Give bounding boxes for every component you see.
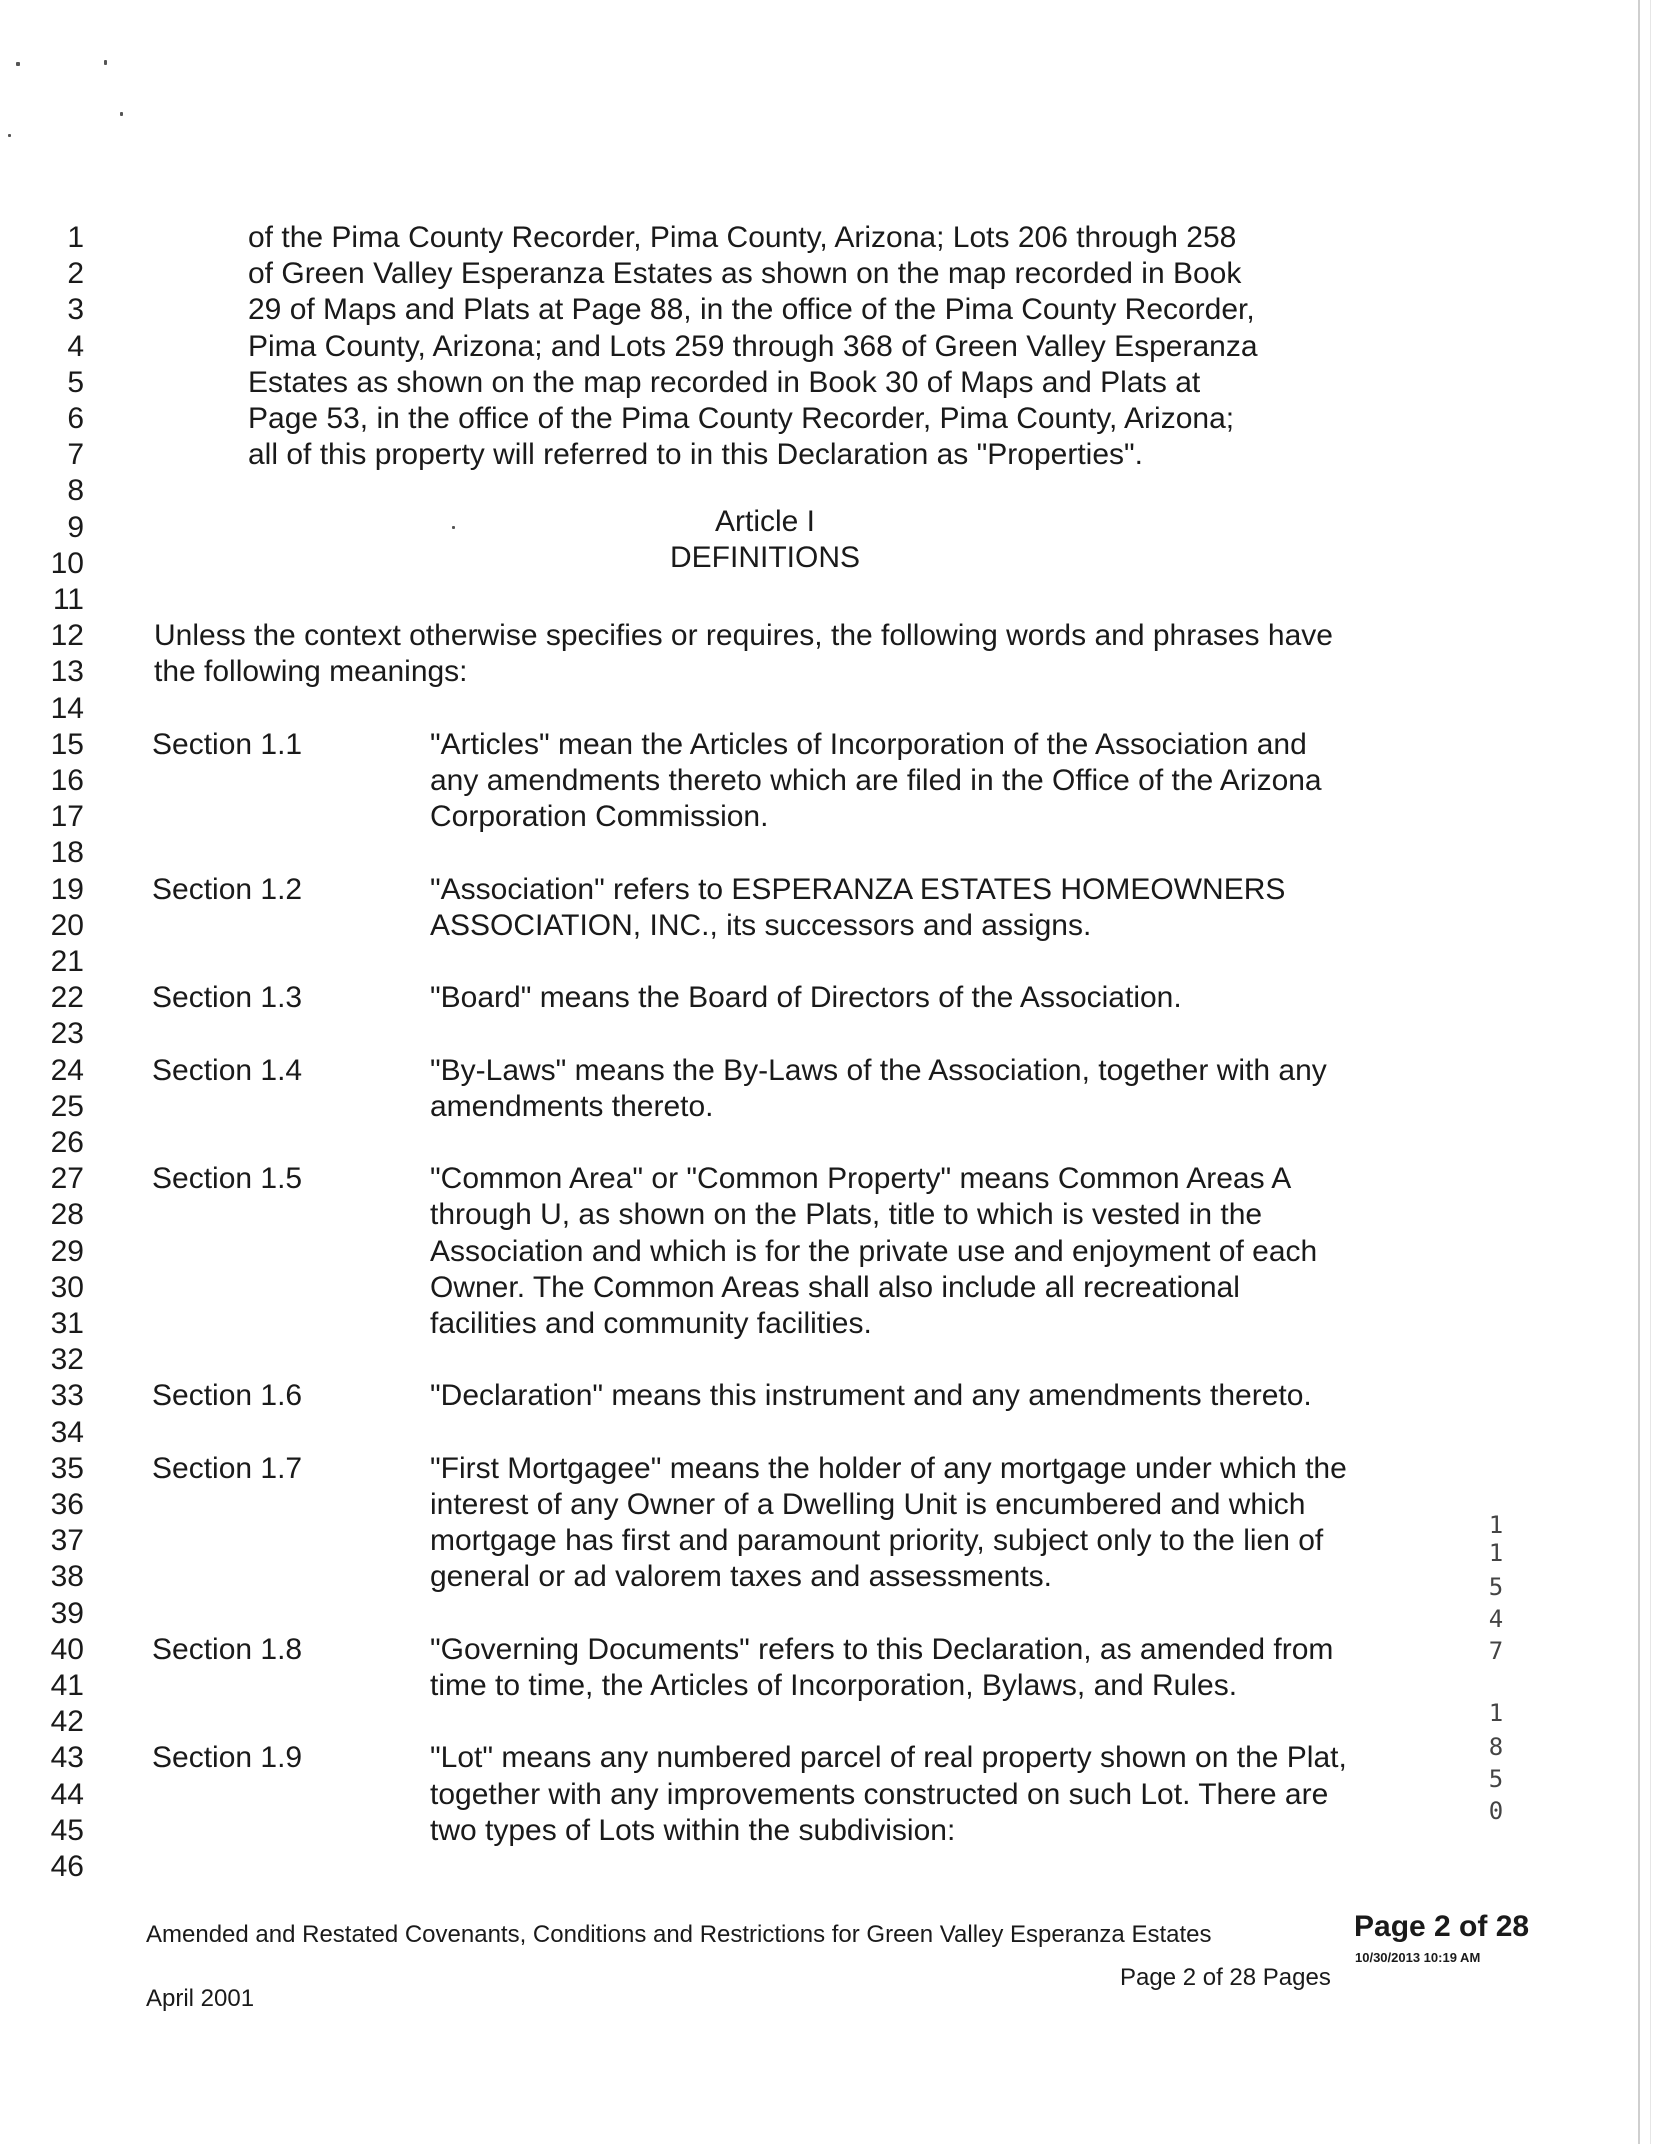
intro-line: Estates as shown on the map recorded in Book 30 of Maps and Plats at bbox=[248, 366, 1201, 399]
article-heading: Article I bbox=[714, 505, 816, 538]
stamp-digit: 8 bbox=[1488, 1733, 1504, 1761]
line-number: 3 bbox=[67, 293, 84, 326]
section-label: Section 1.9 bbox=[152, 1741, 303, 1774]
line-number: 35 bbox=[50, 1452, 84, 1485]
line-number: 27 bbox=[50, 1162, 84, 1195]
section-label: Section 1.5 bbox=[152, 1162, 303, 1195]
footer-page-label: Page 2 of 28 bbox=[1354, 1910, 1530, 1943]
section-text-line: two types of Lots within the subdivision: bbox=[430, 1814, 956, 1847]
section-label: Section 1.1 bbox=[152, 728, 303, 761]
page-edge-line-2 bbox=[1650, 0, 1651, 2144]
line-number: 2 bbox=[67, 257, 84, 290]
line-number: 22 bbox=[50, 981, 84, 1014]
line-number: 40 bbox=[50, 1633, 84, 1666]
line-number: 30 bbox=[50, 1271, 84, 1304]
intro-line: Page 53, in the office of the Pima County Recorder, Pima County, Arizona; bbox=[248, 402, 1235, 435]
line-number: 6 bbox=[67, 402, 84, 435]
line-number: 12 bbox=[50, 619, 84, 652]
section-text-line: Owner. The Common Areas shall also include all recreational bbox=[430, 1271, 1240, 1304]
line-number: 17 bbox=[50, 800, 84, 833]
stamp-digit: 7 bbox=[1488, 1637, 1504, 1665]
intro-line: of Green Valley Esperanza Estates as shown on the map recorded in Book bbox=[248, 257, 1242, 290]
footer-recorded-stamp: 10/30/2013 10:19 AM bbox=[1355, 1950, 1481, 1965]
section-text-line: "Association" refers to ESPERANZA ESTATES HOMEOWNERS bbox=[430, 873, 1286, 906]
stamp-digit: 0 bbox=[1488, 1797, 1504, 1825]
stamp-digit: 4 bbox=[1488, 1605, 1504, 1633]
section-text-line: "Articles" mean the Articles of Incorporation of the Association and bbox=[430, 728, 1307, 761]
section-text-line: "Common Area" or "Common Property" means Common Areas A bbox=[430, 1162, 1292, 1195]
stamp-digit: 1 bbox=[1488, 1699, 1504, 1727]
footer-date: April 2001 bbox=[146, 1985, 255, 2012]
line-number: 7 bbox=[67, 438, 84, 471]
section-text-line: mortgage has first and paramount priority, subject only to the lien of bbox=[430, 1524, 1324, 1557]
page-edge-line bbox=[1638, 0, 1640, 2144]
line-number: 4 bbox=[67, 330, 84, 363]
line-number: 23 bbox=[50, 1017, 84, 1050]
line-number: 24 bbox=[50, 1054, 84, 1087]
line-number: 32 bbox=[50, 1343, 84, 1376]
scan-speck bbox=[120, 112, 123, 116]
line-number: 20 bbox=[50, 909, 84, 942]
section-label: Section 1.3 bbox=[152, 981, 303, 1014]
line-number: 37 bbox=[50, 1524, 84, 1557]
line-number: 33 bbox=[50, 1379, 84, 1412]
section-label: Section 1.2 bbox=[152, 873, 303, 906]
line-number: 42 bbox=[50, 1705, 84, 1738]
section-label: Section 1.6 bbox=[152, 1379, 303, 1412]
line-number: 9 bbox=[67, 511, 84, 544]
line-number: 26 bbox=[50, 1126, 84, 1159]
intro-line: of the Pima County Recorder, Pima County, Arizona; Lots 206 through 258 bbox=[248, 221, 1237, 254]
section-text-line: "By-Laws" means the By-Laws of the Association, together with any bbox=[430, 1054, 1327, 1087]
line-number: 38 bbox=[50, 1560, 84, 1593]
preamble-line: the following meanings: bbox=[154, 655, 468, 688]
line-number: 34 bbox=[50, 1416, 84, 1449]
line-number: 45 bbox=[50, 1814, 84, 1847]
line-number: 5 bbox=[67, 366, 84, 399]
stamp-digit: 1 bbox=[1488, 1539, 1504, 1567]
line-number: 44 bbox=[50, 1778, 84, 1811]
line-number: 36 bbox=[50, 1488, 84, 1521]
line-number: 31 bbox=[50, 1307, 84, 1340]
stamp-digit: 1 bbox=[1488, 1511, 1504, 1539]
section-text-line: "Governing Documents" refers to this Declaration, as amended from bbox=[430, 1633, 1334, 1666]
section-label: Section 1.4 bbox=[152, 1054, 303, 1087]
section-text-line: together with any improvements constructed on such Lot. There are bbox=[430, 1778, 1329, 1811]
line-number: 8 bbox=[67, 474, 84, 507]
intro-line: 29 of Maps and Plats at Page 88, in the office of the Pima County Recorder, bbox=[248, 293, 1255, 326]
section-text-line: Corporation Commission. bbox=[430, 800, 769, 833]
section-text-line: ASSOCIATION, INC., its successors and assigns. bbox=[430, 909, 1092, 942]
stamp-digit: 5 bbox=[1488, 1573, 1504, 1601]
line-number: 16 bbox=[50, 764, 84, 797]
line-number: 11 bbox=[52, 583, 84, 616]
intro-line: Pima County, Arizona; and Lots 259 through 368 of Green Valley Esperanza bbox=[248, 330, 1258, 363]
section-label: Section 1.8 bbox=[152, 1633, 303, 1666]
line-number: 46 bbox=[50, 1850, 84, 1883]
section-text-line: "Lot" means any numbered parcel of real property shown on the Plat, bbox=[430, 1741, 1347, 1774]
section-text-line: through U, as shown on the Plats, title to which is vested in the bbox=[430, 1198, 1263, 1231]
line-number: 18 bbox=[50, 836, 84, 869]
scan-speck bbox=[8, 134, 11, 137]
section-text-line: facilities and community facilities. bbox=[430, 1307, 872, 1340]
line-number: 41 bbox=[50, 1669, 84, 1702]
section-label: Section 1.7 bbox=[152, 1452, 303, 1485]
line-number: 21 bbox=[50, 945, 84, 978]
line-number: 39 bbox=[50, 1597, 84, 1630]
scan-speck bbox=[452, 526, 455, 529]
article-title: DEFINITIONS bbox=[669, 541, 860, 574]
line-number: 14 bbox=[50, 692, 84, 725]
line-number: 15 bbox=[50, 728, 84, 761]
section-text-line: general or ad valorem taxes and assessments. bbox=[430, 1560, 1052, 1593]
section-text-line: any amendments thereto which are filed in the Office of the Arizona bbox=[430, 764, 1322, 797]
line-number: 25 bbox=[50, 1090, 84, 1123]
line-number: 19 bbox=[50, 873, 84, 906]
section-text-line: amendments thereto. bbox=[430, 1090, 714, 1123]
section-text-line: Association and which is for the private use and enjoyment of each bbox=[430, 1235, 1318, 1268]
line-number: 28 bbox=[50, 1198, 84, 1231]
footer-pages-label: Page 2 of 28 Pages bbox=[1120, 1964, 1331, 1991]
intro-line: all of this property will referred to in this Declaration as "Properties". bbox=[248, 438, 1144, 471]
section-text-line: time to time, the Articles of Incorporation, Bylaws, and Rules. bbox=[430, 1669, 1238, 1702]
section-text-line: interest of any Owner of a Dwelling Unit is encumbered and which bbox=[430, 1488, 1306, 1521]
scan-speck bbox=[104, 60, 107, 65]
preamble-line: Unless the context otherwise specifies or requires, the following words and phrases have bbox=[154, 619, 1333, 652]
line-number: 43 bbox=[50, 1741, 84, 1774]
stamp-digit: 5 bbox=[1488, 1765, 1504, 1793]
section-text-line: "Declaration" means this instrument and any amendments thereto. bbox=[430, 1379, 1312, 1412]
section-text-line: "Board" means the Board of Directors of the Association. bbox=[430, 981, 1182, 1014]
line-number: 1 bbox=[67, 221, 84, 254]
footer-document-title: Amended and Restated Covenants, Conditions and Restrictions for Green Valley Esperanza Estates bbox=[146, 1921, 1212, 1948]
line-number: 29 bbox=[50, 1235, 84, 1268]
line-number: 13 bbox=[50, 655, 84, 688]
line-number: 10 bbox=[50, 547, 84, 580]
section-text-line: "First Mortgagee" means the holder of any mortgage under which the bbox=[430, 1452, 1347, 1485]
scan-speck bbox=[16, 62, 20, 66]
